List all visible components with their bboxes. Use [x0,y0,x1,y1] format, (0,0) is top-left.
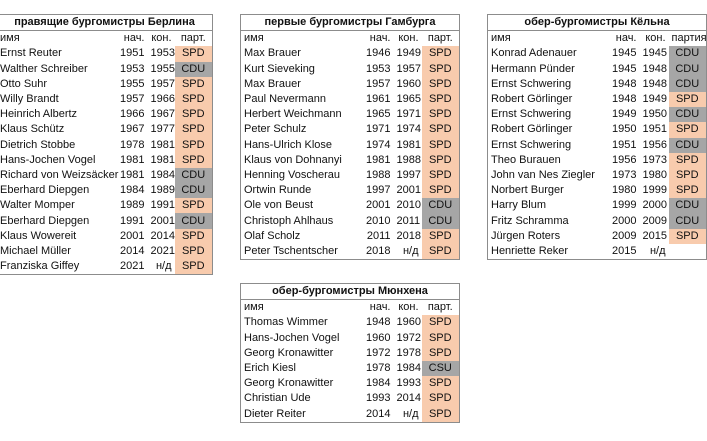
term-end: 1989 [150,184,175,197]
party-badge: SPD [422,62,460,77]
table-row [488,168,707,183]
table-row [0,183,213,198]
term-end: н/д [148,259,175,275]
berlin-mayors-table [0,14,213,275]
header-name: имя [0,31,116,47]
party-badge: SPD [669,122,707,137]
party-badge: SPD [422,92,460,107]
table-row [241,213,460,228]
term-end: 1981 [396,138,421,151]
term-start: 1989 [120,199,145,212]
table-row [0,46,213,61]
header-name: имя [241,31,360,47]
term-start: 1972 [366,346,391,359]
term-start: 2001 [120,229,145,242]
term-end: 1972 [396,331,421,344]
party-badge: SPD [422,376,460,391]
party-badge: SPD [175,259,213,275]
table-row [488,77,707,92]
mayor-name: Peter Schulz [241,122,360,137]
header-party: парт. [175,31,213,47]
party-badge: SPD [422,315,460,330]
party-badge: CDU [422,198,460,213]
term-end: 1965 [396,93,421,106]
party-badge: SPD [422,331,460,346]
term-end: 1971 [396,108,421,121]
table-row [0,77,213,92]
term-start: 2018 [360,244,394,260]
term-end: 1967 [150,108,175,121]
party-badge: CDU [669,107,707,122]
header-party: партия [669,31,707,47]
header-end: кон. [394,300,422,316]
table-row [488,183,707,198]
table-row [241,346,460,361]
table-row [0,138,213,153]
term-end: 2011 [396,214,421,227]
term-end: 1966 [150,93,175,106]
table-row [0,153,213,168]
term-start: 1981 [120,168,145,181]
mayor-name: Thomas Wimmer [241,315,360,330]
term-end: 1960 [396,316,421,329]
table-row [488,153,707,168]
term-start: 1951 [612,138,637,151]
table-title: первые бургомистры Гамбурга [241,15,460,31]
header-end: кон. [148,31,175,47]
term-start: 1945 [612,47,637,60]
table-row [241,138,460,153]
term-end: 2018 [396,229,421,242]
mayor-name: Dietrich Stobbe [0,138,116,153]
mayor-name: Kurt Sieveking [241,62,360,77]
term-start: 1945 [612,62,637,75]
term-start: 2014 [360,407,394,423]
party-badge: CDU [669,77,707,92]
term-start: 2015 [607,244,640,260]
term-end: 1960 [396,77,421,90]
term-start: 1973 [612,168,637,181]
term-end: 2015 [642,229,667,242]
party-badge: SPD [422,138,460,153]
header-start: нач. [360,31,394,47]
party-badge: SPD [669,153,707,168]
table-title: правящие бургомистры Берлина [0,15,213,31]
mayor-name: Richard von Weizsäcker [0,168,116,183]
party-badge: SPD [422,229,460,244]
term-start: 2000 [612,214,637,227]
mayor-name: Franziska Giffey [0,259,116,275]
party-badge: SPD [175,138,213,153]
term-start: 1988 [366,168,391,181]
table-row [241,331,460,346]
term-start: 2011 [366,229,391,242]
term-end: 1949 [396,47,421,60]
term-start: 1984 [120,184,145,197]
mayor-name: Christian Ude [241,391,360,406]
party-badge: SPD [422,153,460,168]
party-badge: CDU [175,213,213,228]
term-end: н/д [394,244,422,260]
party-badge: SPD [175,92,213,107]
term-start: 1984 [366,377,391,390]
table-row [241,315,460,330]
term-end: 2010 [396,199,421,212]
term-end: н/д [640,244,669,260]
hamburg-mayors-table [240,14,460,260]
term-end: 1993 [396,377,421,390]
party-badge: SPD [422,407,460,423]
table-row [0,198,213,213]
table-row [241,407,460,423]
party-badge: SPD [422,183,460,198]
term-start: 1999 [612,199,637,212]
term-end: 1957 [150,77,175,90]
term-end: 1951 [642,123,667,136]
party-badge: SPD [175,122,213,137]
term-start: 1991 [120,214,145,227]
term-start: 1948 [612,93,637,106]
term-end: 2014 [150,229,175,242]
term-start: 1957 [366,77,391,90]
table-row [0,229,213,244]
table-row [241,229,460,244]
mayor-name: Eberhard Diepgen [0,213,116,228]
mayor-name: Eberhard Diepgen [0,183,116,198]
term-end: 1974 [396,123,421,136]
party-badge: CDU [422,213,460,228]
term-start: 1946 [366,47,391,60]
party-badge: SPD [175,77,213,92]
mayor-name: Walter Momper [0,198,116,213]
party-badge: SPD [175,198,213,213]
header-start: нач. [360,300,394,316]
term-start: 1966 [120,108,145,121]
table-row [0,92,213,107]
table-row [488,229,707,244]
party-badge: CDU [175,168,213,183]
table-title: обер-бургомистры Мюнхена [241,284,460,300]
term-end: 1981 [150,153,175,166]
term-start: 1960 [366,331,391,344]
mayor-name: Henning Voscherau [241,168,360,183]
table-title-row [0,15,213,31]
term-start: 1955 [120,77,145,90]
term-start: 2021 [116,259,148,275]
muenchen-mayors-table [240,283,460,423]
table-row [241,391,460,406]
table-row [0,259,213,275]
party-badge: SPD [422,168,460,183]
mayor-name: Christoph Ahlhaus [241,213,360,228]
header-end: кон. [640,31,669,47]
column-header-row [241,300,460,316]
party-badge: SPD [175,244,213,259]
party-badge: CDU [669,213,707,228]
mayor-name: Dieter Reiter [241,407,360,423]
party-badge: SPD [175,153,213,168]
table-row [241,153,460,168]
mayor-name: Ortwin Runde [241,183,360,198]
party-badge: SPD [669,183,707,198]
table-row [241,376,460,391]
table-row [488,198,707,213]
term-end: 1950 [642,108,667,121]
term-start: 1951 [120,47,145,60]
header-start: нач. [607,31,640,47]
term-start: 1993 [366,392,391,405]
header-party: парт. [422,300,460,316]
term-start: 1981 [120,153,145,166]
party-badge: CDU [175,183,213,198]
table-row [488,122,707,137]
term-end: 1955 [150,62,175,75]
mayor-name: Ernst Schwering [488,138,607,153]
table-row [0,213,213,228]
party-badge: SPD [422,46,460,61]
mayor-name: Robert Görlinger [488,122,607,137]
term-end: 1957 [396,62,421,75]
term-start: 1978 [366,362,391,375]
mayor-name: Theo Burauen [488,153,607,168]
mayor-name: Klaus Wowereit [0,229,116,244]
table-row [488,138,707,153]
term-end: 1948 [642,77,667,90]
mayor-name: Klaus Schütz [0,122,116,137]
table-row [488,244,707,260]
term-end: 1981 [150,138,175,151]
party-badge: SPD [422,391,460,406]
mayor-name: Harry Blum [488,198,607,213]
party-badge: CSU [422,361,460,376]
party-badge [669,244,707,260]
mayor-name: Hans-Ulrich Klose [241,138,360,153]
term-start: 1961 [366,93,391,106]
table-title: обер-бургомистры Кёльна [488,15,707,31]
term-end: 2001 [396,184,421,197]
table-row [488,213,707,228]
term-start: 2014 [120,244,145,257]
mayor-name: Hans-Jochen Vogel [241,331,360,346]
table-row [0,62,213,77]
term-end: 1948 [642,62,667,75]
term-end: 1956 [642,138,667,151]
party-badge: SPD [669,229,707,244]
term-start: 1949 [612,108,637,121]
header-party: парт. [422,31,460,47]
mayor-name: Max Brauer [241,77,360,92]
term-end: 2009 [642,214,667,227]
party-badge: SPD [669,92,707,107]
term-end: 1991 [150,199,175,212]
party-badge: SPD [422,122,460,137]
table-row [241,107,460,122]
table-row [0,107,213,122]
mayor-name: Ernst Schwering [488,107,607,122]
table-row [241,46,460,61]
column-header-row [488,31,707,47]
term-end: 2014 [396,392,421,405]
table-row [488,46,707,61]
mayor-name: Henriette Reker [488,244,607,260]
term-end: 1997 [396,168,421,181]
table-row [241,122,460,137]
mayor-name: Herbert Weichmann [241,107,360,122]
party-badge: CDU [669,138,707,153]
mayor-name: Max Brauer [241,46,360,61]
header-end: кон. [394,31,422,47]
mayor-name: Hermann Pünder [488,62,607,77]
mayor-name: Konrad Adenauer [488,46,607,61]
term-start: 1981 [366,153,391,166]
party-badge: SPD [669,168,707,183]
mayor-name: Ernst Reuter [0,46,116,61]
party-badge: CDU [669,46,707,61]
mayor-name: Peter Tschentscher [241,244,360,260]
mayor-name: Heinrich Albertz [0,107,116,122]
table-row [241,244,460,260]
mayor-name: Michael Müller [0,244,116,259]
table-row [241,62,460,77]
term-start: 1953 [120,62,145,75]
table-title-row [241,15,460,31]
table-row [0,122,213,137]
term-end: 1978 [396,346,421,359]
mayor-name: John van Nes Ziegler [488,168,607,183]
term-start: 1965 [366,108,391,121]
term-start: 1997 [366,184,391,197]
mayor-name: Fritz Schramma [488,213,607,228]
mayor-name: Robert Görlinger [488,92,607,107]
table-row [241,92,460,107]
term-start: 1956 [612,153,637,166]
party-badge: CDU [669,62,707,77]
mayor-name: Georg Kronawitter [241,346,360,361]
header-name: имя [488,31,607,47]
mayor-name: Klaus von Dohnanyi [241,153,360,168]
mayor-name: Hans-Jochen Vogel [0,153,116,168]
table-title-row [488,15,707,31]
term-end: 1988 [396,153,421,166]
term-end: 1999 [642,184,667,197]
header-name: имя [241,300,360,316]
term-start: 1948 [366,316,391,329]
term-end: 1953 [150,47,175,60]
table-row [241,168,460,183]
mayor-name: Erich Kiesl [241,361,360,376]
table-row [241,183,460,198]
party-badge: SPD [175,107,213,122]
term-start: 1957 [120,93,145,106]
term-start: 1953 [366,62,391,75]
term-end: 2000 [642,199,667,212]
term-end: 1945 [642,47,667,60]
mayor-name: Walther Schreiber [0,62,116,77]
term-end: 1949 [642,93,667,106]
mayor-name: Norbert Burger [488,183,607,198]
koeln-mayors-table [487,14,707,260]
party-badge: SPD [422,244,460,260]
term-start: 1967 [120,123,145,136]
table-row [488,62,707,77]
term-end: 1973 [642,153,667,166]
term-end: н/д [394,407,422,423]
table-title-row [241,284,460,300]
term-start: 2001 [366,199,391,212]
term-end: 1977 [150,123,175,136]
table-row [488,107,707,122]
column-header-row [241,31,460,47]
mayor-name: Otto Suhr [0,77,116,92]
party-badge: SPD [175,46,213,61]
party-badge: SPD [422,107,460,122]
table-row [0,244,213,259]
header-start: нач. [116,31,148,47]
term-end: 1984 [150,168,175,181]
mayor-name: Willy Brandt [0,92,116,107]
party-badge: CDU [669,198,707,213]
term-end: 2001 [150,214,175,227]
mayor-name: Olaf Scholz [241,229,360,244]
term-start: 1978 [120,138,145,151]
term-start: 1948 [612,77,637,90]
table-row [0,168,213,183]
party-badge: SPD [422,77,460,92]
term-start: 1950 [612,123,637,136]
table-row [241,361,460,376]
mayor-name: Ole von Beust [241,198,360,213]
term-start: 2009 [612,229,637,242]
mayor-name: Jürgen Roters [488,229,607,244]
party-badge: SPD [422,346,460,361]
term-end: 2021 [150,244,175,257]
term-end: 1984 [396,362,421,375]
table-row [241,198,460,213]
term-start: 1971 [366,123,391,136]
term-start: 2010 [366,214,391,227]
mayor-name: Ernst Schwering [488,77,607,92]
mayor-name: Paul Nevermann [241,92,360,107]
term-start: 1974 [366,138,391,151]
party-badge: CDU [175,62,213,77]
party-badge: SPD [175,229,213,244]
term-end: 1980 [642,168,667,181]
term-start: 1980 [612,184,637,197]
column-header-row [0,31,213,47]
table-row [488,92,707,107]
mayor-name: Georg Kronawitter [241,376,360,391]
table-row [241,77,460,92]
